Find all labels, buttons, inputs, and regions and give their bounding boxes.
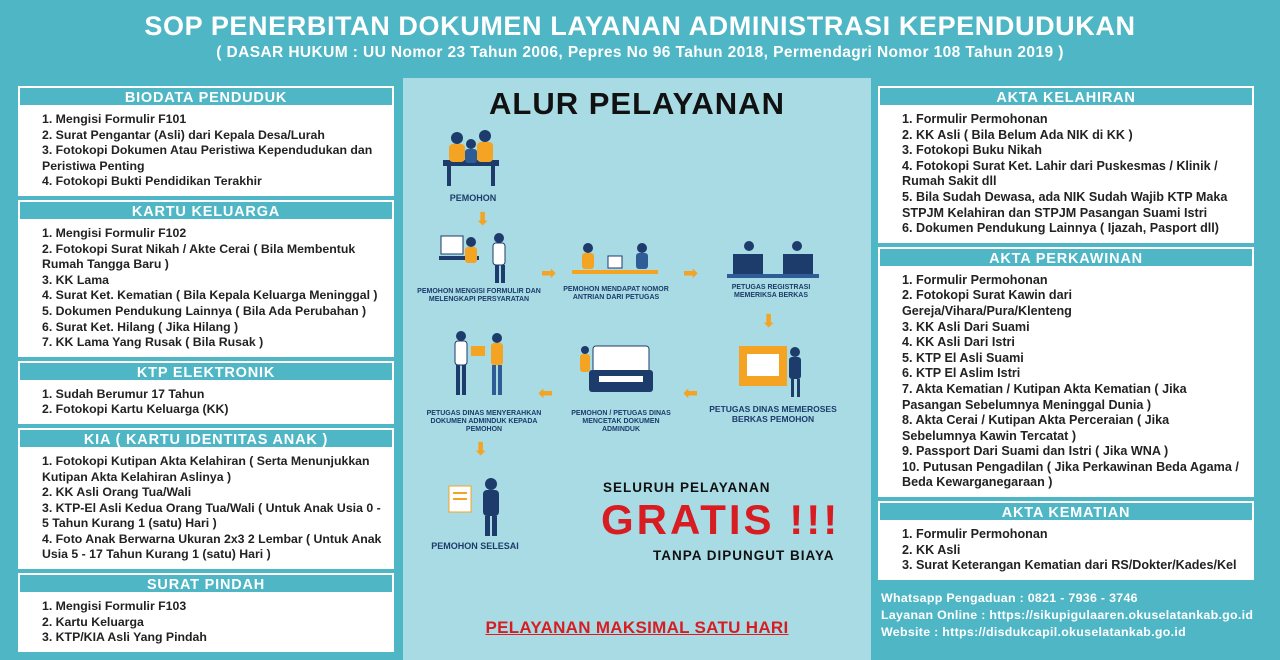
section-body (18, 594, 394, 652)
section-title: AKTA KEMATIAN (878, 501, 1254, 522)
section-ktp-elektronik (18, 361, 394, 424)
step-queue-label: PEMOHON MENDAPAT NOMOR ANTRIAN DARI PETUGAS (563, 286, 669, 301)
requirement-item: 6. Surat Ket. Hilang ( Jika Hilang ) (42, 319, 239, 334)
requirement-item: 2. Surat Pengantar (Asli) dari Kepala Desa/Lurah (42, 127, 325, 142)
section-akta-perkawinan (878, 247, 1254, 497)
section-body (18, 107, 394, 196)
requirement-item: 4. Surat Ket. Kematian ( Bila Kepala Keluarga Meninggal ) (42, 288, 378, 303)
arrow-left-icon: ⬅ (683, 383, 699, 403)
requirement-item: 2. Fotokopi Surat Kawin dari Gereja/Vihara/Pura/Klenteng (902, 288, 1073, 318)
right-column (878, 86, 1254, 584)
requirement-item: 5. KTP El Asli Suami (902, 350, 1024, 365)
requirement-item: 3. KTP/KIA Asli Yang Pindah (42, 630, 207, 645)
processing-illustration (733, 340, 813, 400)
requirement-item: 3. KK Asli Dari Suami (902, 319, 1030, 334)
section-title: KIA ( KARTU IDENTITAS ANAK ) (18, 428, 394, 449)
requirement-item: 4. Fotokopi Bukti Pendidikan Terakhir (42, 174, 262, 189)
arrow-down-icon: ⬇ (761, 311, 777, 331)
form-filling-illustration (433, 228, 518, 286)
section-title: AKTA PERKAWINAN (878, 247, 1254, 268)
section-body (18, 382, 394, 424)
arrow-down-icon: ⬇ (475, 209, 491, 229)
section-title: KARTU KELUARGA (18, 200, 394, 221)
section-kartu-keluarga (18, 200, 394, 357)
step-handover-label: PETUGAS DINAS MENYERAHKAN DOKUMEN ADMINDUK KEPADA PEMOHON (426, 410, 542, 433)
requirement-item: 2. KK Asli Orang Tua/Wali (42, 485, 192, 500)
requirement-item: 1. Mengisi Formulir F102 (42, 225, 187, 240)
queue-number-illustration (568, 238, 663, 284)
section-title: SURAT PINDAH (18, 573, 394, 594)
requirement-item: 8. Akta Cerai / Kutipan Akta Perceraian ( Jika Sebelumnya Kawin Tercatat ) (902, 413, 1170, 443)
requirement-item: 5. Bila Sudah Dewasa, ada NIK Sudah Wajib KTP Maka STPJM Kelahiran dan STPJM Pasangan Suami Istri (902, 189, 1228, 220)
header (0, 0, 1280, 74)
registration-check-illustration (723, 238, 823, 284)
gratis-text: GRATIS !!! (601, 496, 841, 543)
arrow-left-icon: ⬅ (538, 383, 554, 403)
section-body (18, 449, 394, 569)
requirement-item: 2. KK Asli (902, 542, 961, 557)
section-kia-kartu-identitas-anak (18, 428, 394, 569)
section-akta-kematian (878, 501, 1254, 580)
finished-illustration (443, 476, 513, 538)
requirement-item: 5. Dokumen Pendukung Lainnya ( Bila Ada Perubahan ) (42, 303, 367, 318)
requirement-item: 3. KTP-El Asli Kedua Orang Tua/Wali ( Untuk Anak Usia 0 - 5 Tahun Kurang 1 (satu) Hari ) (42, 500, 381, 531)
page-title: SOP PENERBITAN DOKUMEN LAYANAN ADMINISTRASI KEPENDUDUKAN (144, 11, 1136, 41)
requirement-item: 1. Formulir Permohonan (902, 272, 1048, 287)
section-surat-pindah (18, 573, 394, 652)
arrow-down-icon: ⬇ (473, 439, 489, 459)
section-title: KTP ELEKTRONIK (18, 361, 394, 382)
section-biodata-penduduk (18, 86, 394, 196)
applicants-illustration (431, 124, 511, 190)
step-pemohon-label: PEMOHON (449, 193, 497, 203)
requirement-item: 7. Akta Kematian / Kutipan Akta Kematian ( Jika Pasangan Sebelumnya Meninggal Dunia ) (902, 381, 1187, 412)
section-body (878, 107, 1254, 243)
requirement-item: 2. Fotokopi Surat Nikah / Akte Cerai ( Bila Membentuk Rumah Tangga Baru ) (42, 241, 356, 272)
step-processing-label: PETUGAS DINAS MEMEROSES BERKAS PEMOHON (709, 404, 837, 424)
printing-illustration (573, 336, 668, 398)
requirement-item: 2. KK Asli ( Bila Belum Ada NIK di KK ) (902, 127, 1133, 142)
section-title: BIODATA PENDUDUK (18, 86, 394, 107)
requirement-item: 7. KK Lama Yang Rusak ( Bila Rusak ) (42, 335, 264, 350)
left-column (18, 86, 394, 656)
section-body (878, 522, 1254, 580)
contact-info (881, 590, 1276, 641)
section-akta-kelahiran (878, 86, 1254, 243)
requirement-item: 1. Formulir Permohonan (902, 527, 1048, 542)
requirement-item: 4. KK Asli Dari Istri (902, 335, 1015, 350)
step-finished-label: PEMOHON SELESAI (431, 541, 519, 551)
requirement-item: 6. KTP El Aslim Istri (902, 366, 1021, 381)
website-link[interactable]: Website : https://disdukcapil.okuselatankab.go.id (881, 625, 1187, 639)
step-form-label: PEMOHON MENGISI FORMULIR DAN MELENGKAPI PERSYARATAN (417, 288, 541, 303)
requirement-item: 1. Sudah Berumur 17 Tahun (42, 386, 205, 401)
max-one-day-text: PELAYANAN MAKSIMAL SATU HARI (485, 618, 789, 637)
requirement-item: 1. Fotokopi Kutipan Akta Kelahiran ( Serta Menunjukkan Kutipan Akta Kelahiran Aslinya ) (42, 453, 370, 484)
flow-title: ALUR PELAYANAN (489, 86, 785, 121)
requirement-item: 1. Mengisi Formulir F103 (42, 599, 187, 614)
requirement-item: 9. Passport Dari Suami dan Istri ( Jika WNA ) (902, 444, 1169, 459)
requirement-item: 3. KK Lama (42, 272, 109, 287)
requirement-item: 1. Formulir Permohonan (902, 112, 1048, 126)
requirement-item: 4. Foto Anak Berwarna Ukuran 2x3 2 Lembar ( Untuk Anak Usia 5 - 17 Tahun Kurang 1 (satu) Hari ) (42, 531, 382, 562)
service-flow-panel (403, 78, 871, 660)
step-printing-label: PEMOHON / PETUGAS DINAS MENCETAK DOKUMEN ADMINDUK (571, 410, 671, 433)
requirement-item: 6. Dokumen Pendukung Lainnya ( Ijazah, Pasport dll) (902, 221, 1219, 236)
requirement-item: 2. Kartu Keluarga (42, 614, 144, 629)
step-registration-label: PETUGAS REGISTRASI MEMERIKSA BERKAS (731, 284, 811, 299)
legal-basis: ( DASAR HUKUM : UU Nomor 23 Tahun 2006, Pepres No 96 Tahun 2018, Permendagri Nomor 108 Tahun 2019 ) (216, 44, 1064, 61)
section-body (18, 221, 394, 357)
requirement-item: 3. Fotokopi Buku Nikah (902, 143, 1042, 158)
requirement-item: 1. Mengisi Formulir F101 (42, 112, 187, 126)
requirement-item: 2. Fotokopi Kartu Keluarga (KK) (42, 402, 229, 417)
requirement-item: 3. Fotokopi Dokumen Atau Peristiwa Kependudukan dan Peristiwa Penting (42, 143, 373, 173)
handover-illustration (441, 328, 521, 400)
arrow-right-icon: ➡ (683, 263, 699, 283)
requirement-item: 10. Putusan Pengadilan ( Jika Perkawinan Beda Agama / Beda Kewarganegaraan ) (902, 459, 1239, 490)
section-body (878, 268, 1254, 497)
online-service-link[interactable]: Layanan Online : https://sikupigulaaren.okuselatankab.go.id (881, 608, 1254, 622)
no-fee-text: TANPA DIPUNGUT BIAYA (653, 548, 835, 563)
requirement-item: 3. Surat Keterangan Kematian dari RS/Dokter/Kades/Kel (902, 558, 1237, 573)
requirement-item: 4. Fotokopi Surat Ket. Lahir dari Puskesmas / Klinik / Rumah Sakit dll (902, 158, 1218, 189)
section-title: AKTA KELAHIRAN (878, 86, 1254, 107)
whatsapp-contact: Whatsapp Pengaduan : 0821 - 7936 - 3746 (881, 591, 1138, 605)
arrow-right-icon: ➡ (541, 263, 557, 283)
free-service-heading: SELURUH PELAYANAN (603, 480, 771, 495)
